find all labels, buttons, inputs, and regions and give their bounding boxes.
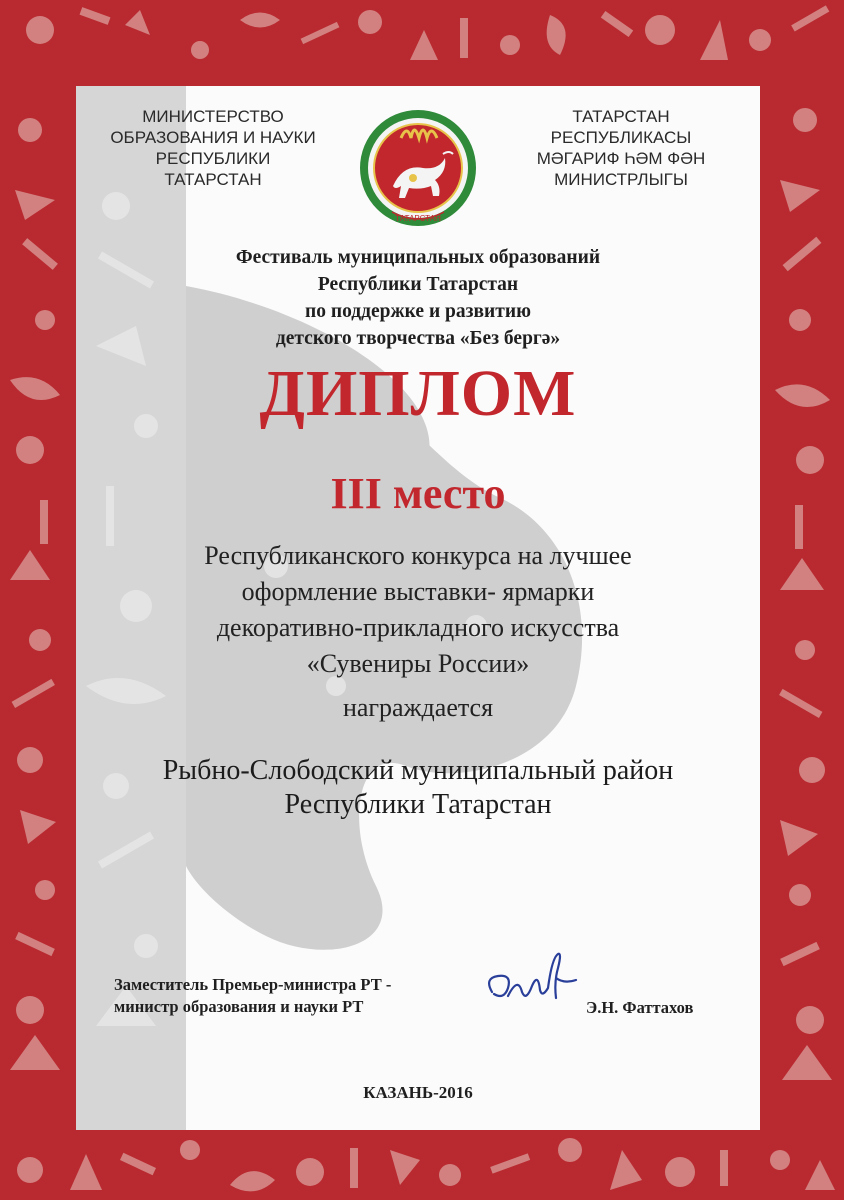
diploma-title: ДИПЛОМ xyxy=(259,357,577,430)
signer-name: Э.Н. Фаттахов xyxy=(586,998,694,1017)
festival-line: по поддержке и развитию xyxy=(305,301,531,322)
ministry-ru-line: ОБРАЗОВАНИЯ И НАУКИ xyxy=(110,128,316,147)
emblem-inscription: ТАТАРСТАН xyxy=(395,214,441,223)
contest-line: оформление выставки- ярмарки xyxy=(241,577,595,606)
ministry-ru-line: МИНИСТЕРСТВО xyxy=(142,107,284,126)
ministry-tt-line: РЕСПУБЛИКАСЫ xyxy=(550,128,692,147)
handwritten-signature-icon xyxy=(478,952,588,1020)
ministry-ru-line: РЕСПУБЛИКИ xyxy=(155,149,271,168)
signer-position-line: Заместитель Премьер-министра РТ - xyxy=(114,975,392,994)
awarded-text: награждается xyxy=(342,693,494,722)
ministry-name-russian xyxy=(88,106,338,190)
tatarstan-coat-of-arms-icon xyxy=(357,108,479,228)
diploma-content xyxy=(76,86,760,1130)
festival-line: детского творчества «Без бергә» xyxy=(275,328,561,349)
ministry-tt-line: ТАТАРСТАН xyxy=(572,107,670,126)
recipient-name xyxy=(86,754,750,822)
contest-line: Республиканского конкурса на лучшее xyxy=(204,541,632,570)
ministry-tt-line: МИНИСТРЛЫГЫ xyxy=(554,170,688,189)
signer-position xyxy=(114,974,494,1018)
ministry-tt-line: МӘГАРИФ ҺӘМ ФӘН xyxy=(536,149,706,168)
ministry-name-tatar xyxy=(496,106,746,190)
ministry-ru-line: ТАТАРСТАН xyxy=(164,170,262,189)
place-award: III место xyxy=(330,469,506,518)
diploma-sheet xyxy=(76,86,760,1130)
recipient-line: Рыбно-Слободский муниципальный район xyxy=(162,755,674,786)
contest-description xyxy=(96,538,740,682)
festival-line: Фестиваль муниципальных образований xyxy=(235,247,601,268)
city-year: КАЗАНЬ-2016 xyxy=(363,1083,473,1102)
contest-line: декоративно-прикладного искусства xyxy=(216,613,620,642)
festival-heading xyxy=(116,244,720,352)
recipient-line: Республики Татарстан xyxy=(284,789,552,820)
contest-line: «Сувениры России» xyxy=(306,649,530,678)
signer-position-line: министр образования и науки РТ xyxy=(114,997,364,1016)
festival-line: Республики Татарстан xyxy=(317,274,519,295)
